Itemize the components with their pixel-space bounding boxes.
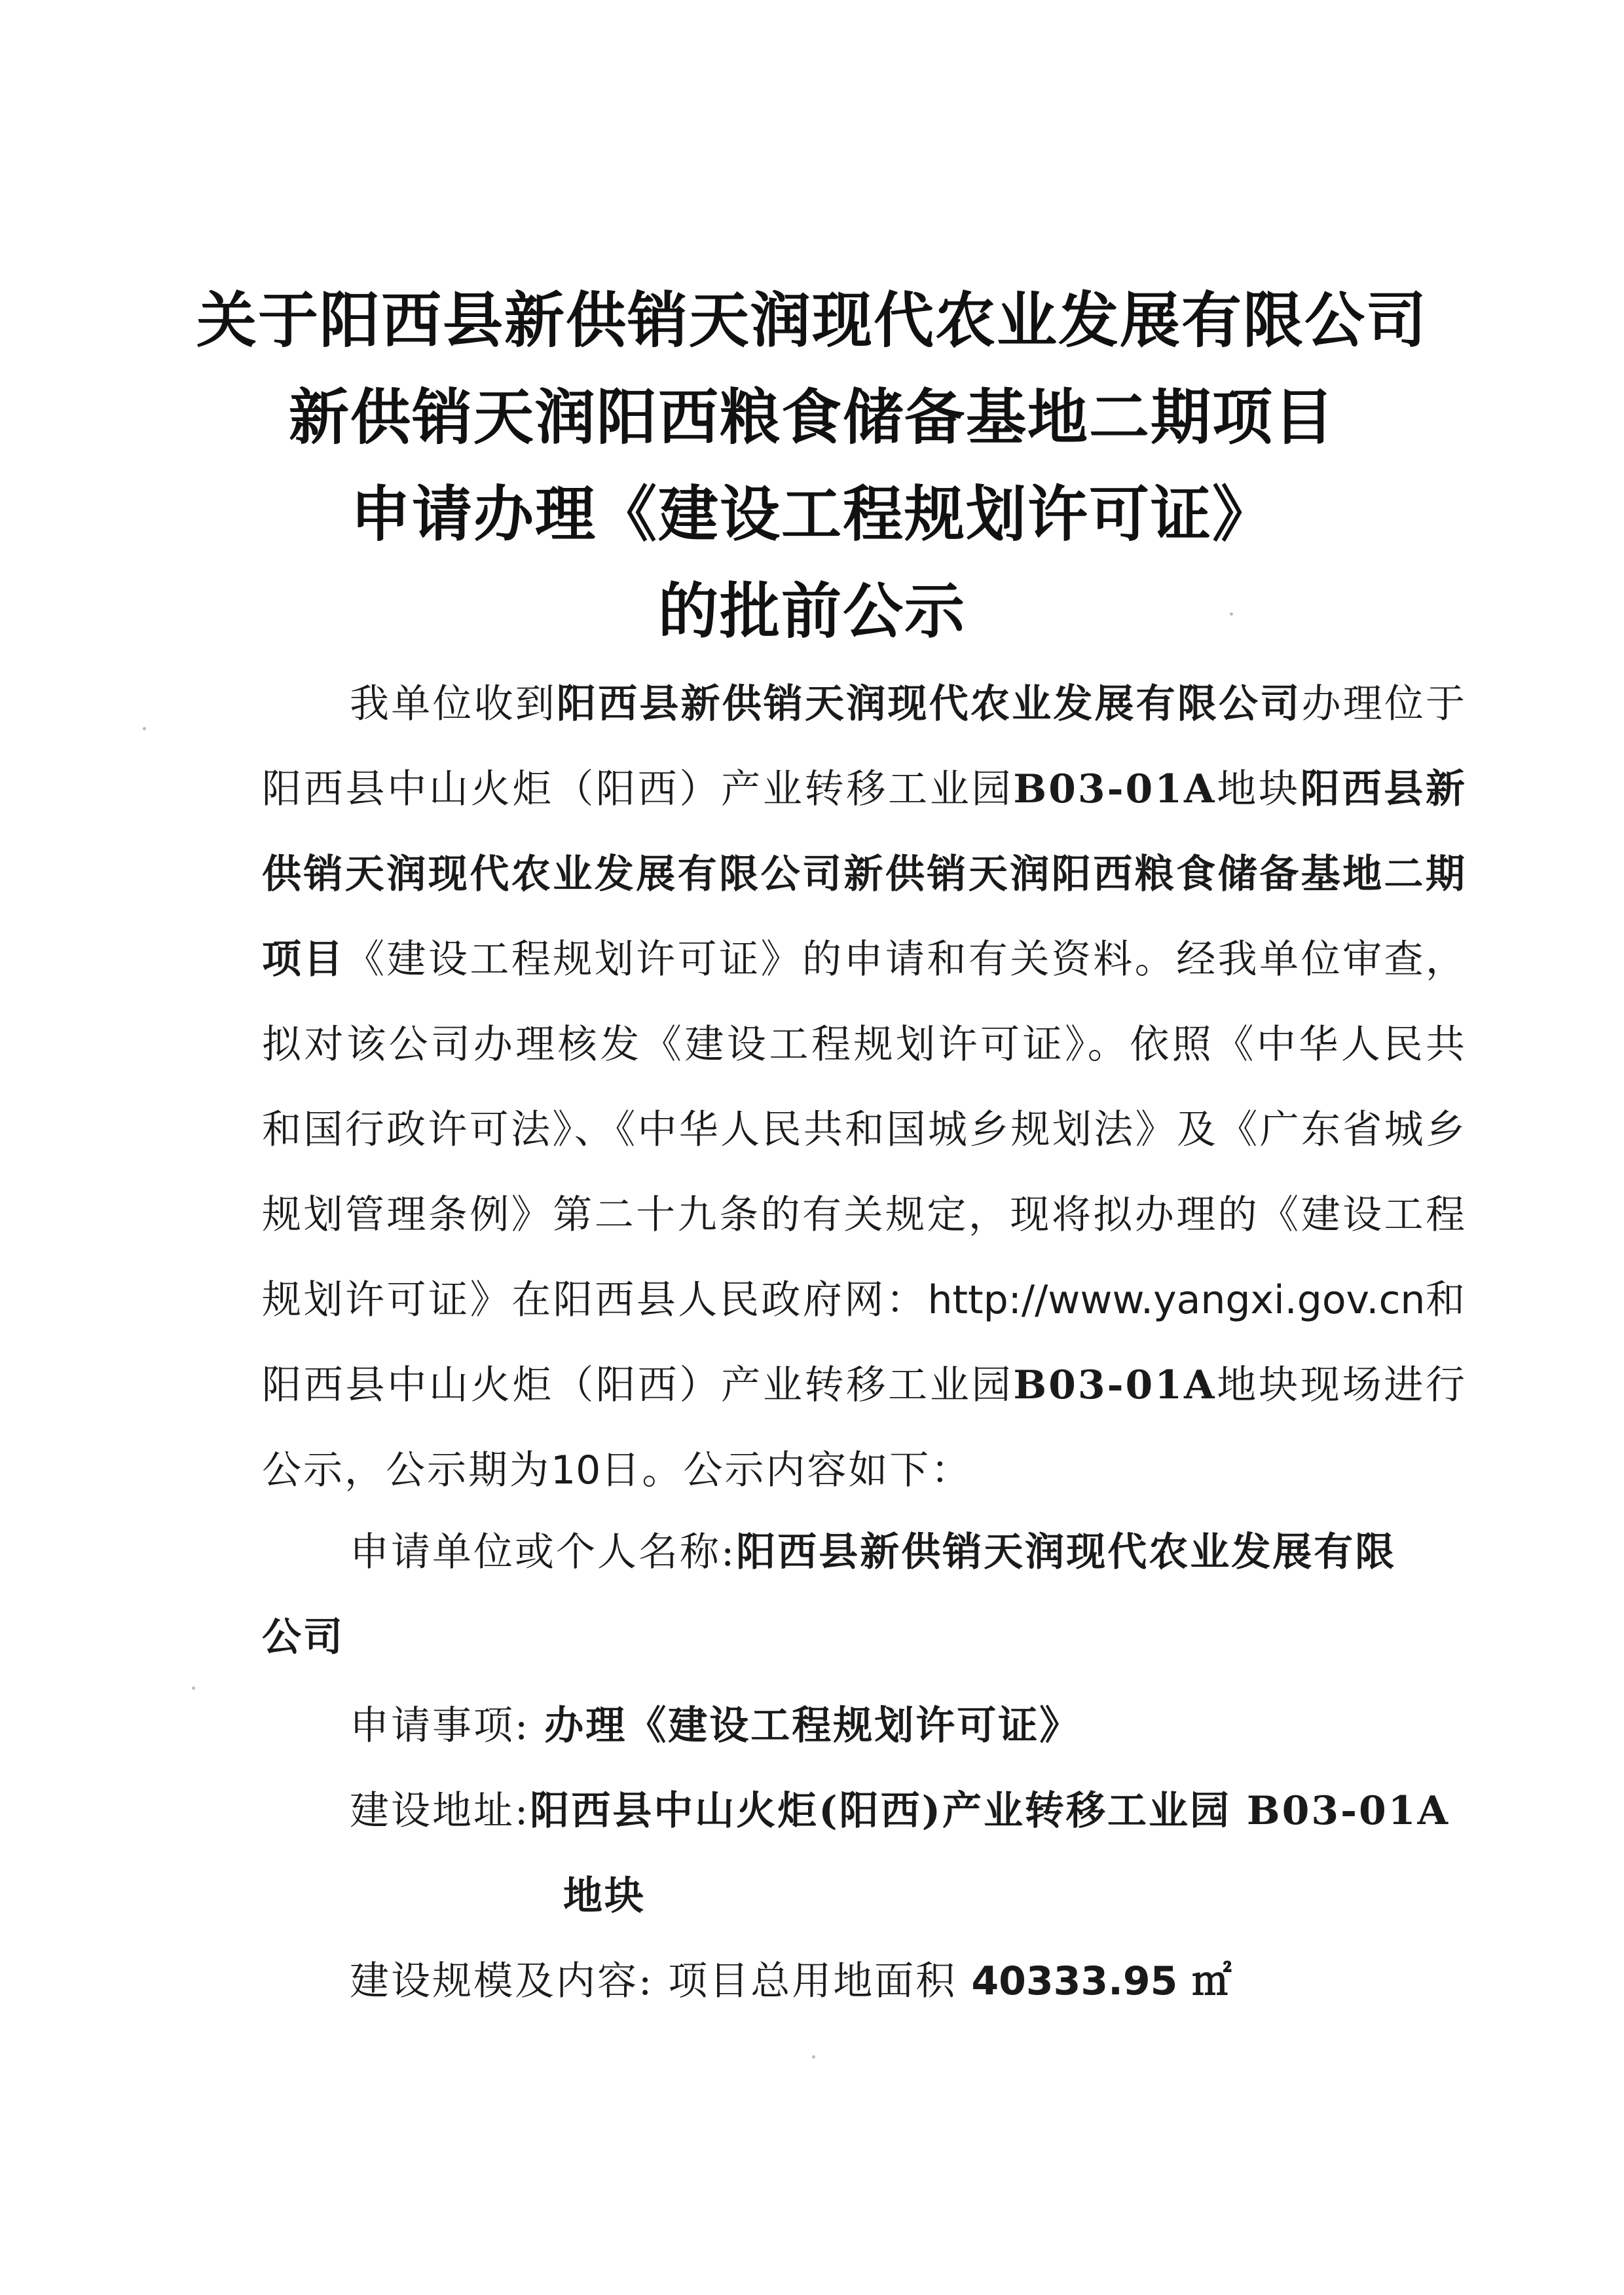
scale-unit: ㎡ (1192, 1958, 1234, 2004)
address-label: 建设地址: (350, 1788, 530, 1834)
body-paragraph: 我单位收到阳西县新供销天润现代农业发展有限公司办理位于阳西县中山火炬（阳西）产业转移工业园B03-01A地块阳西县新供销天润现代农业发展有限公司新供销天润阳西粮食储备基地二期项目《建设工程规划许可证》的申请和有关资料。经我单位审查，拟对该公司办理核发《建设工程规划许可证》。依照《中华人民共和国行政许可法》、《中华人民共和国城乡规划法》及《广东省城乡规划管理条例》第二十九条的有关规定，现将拟办理的《建设工程规划许可证》在阳西县人民政府网：http://www.yangxi.gov.cn和阳西县中山火炬（阳西）产业转移工业园B03-01A地块现场进行公示，公示期为10日。公示内容如下： (262, 681, 1467, 1493)
scan-speck (812, 2055, 815, 2059)
title-line-3: 申请办理《建设工程规划许可证》 (350, 479, 1274, 550)
scale-text: 项目总用地面积 (668, 1958, 957, 2004)
notice-body (262, 662, 1467, 1513)
project-name: 阳西县新供销天润现代农业发展有限公司新供销天润阳西粮食储备基地二期项目 (262, 766, 1467, 982)
matter-field (350, 1683, 1080, 1768)
title-line-4: 的批前公示 (657, 576, 966, 646)
notice-title (196, 272, 1428, 660)
notice-days: 10 (551, 1447, 601, 1493)
website-url: http://www.yangxi.gov.cn (927, 1277, 1426, 1323)
plot-code: B03-01A (1013, 766, 1217, 812)
matter-label: 申请事项: (350, 1703, 530, 1749)
address-field-cont (563, 1854, 646, 1939)
scan-speck (143, 727, 146, 730)
applicant-company: 阳西县新供销天润现代农业发展有限公司 (556, 681, 1302, 727)
applicant-value: 阳西县新供销天润现代农业发展有限 (736, 1529, 1397, 1575)
scan-speck (1230, 612, 1233, 616)
applicant-value-cont: 公司 (262, 1614, 344, 1660)
address-value: 阳西县中山火炬(阳西)产业转移工业园 B03-01A (530, 1788, 1450, 1834)
title-line-1: 关于阳西县新供销天润现代农业发展有限公司 (196, 285, 1428, 356)
applicant-field (350, 1510, 1396, 1595)
matter-value: 办理《建设工程规划许可证》 (544, 1703, 1081, 1749)
title-line-2: 新供销天润阳西粮食储备基地二期项目 (288, 382, 1335, 453)
scale-label: 建设规模及内容: (350, 1958, 654, 2004)
plot-code-2: B03-01A (1013, 1362, 1217, 1408)
applicant-label: 申请单位或个人名称: (350, 1529, 737, 1575)
scan-speck (192, 1687, 195, 1690)
address-value-cont: 地块 (563, 1873, 646, 1919)
scale-field (350, 1939, 1233, 2024)
scale-value: 40333.95 (971, 1958, 1178, 2004)
applicant-field-cont (262, 1595, 344, 1680)
address-field (350, 1768, 1450, 1854)
